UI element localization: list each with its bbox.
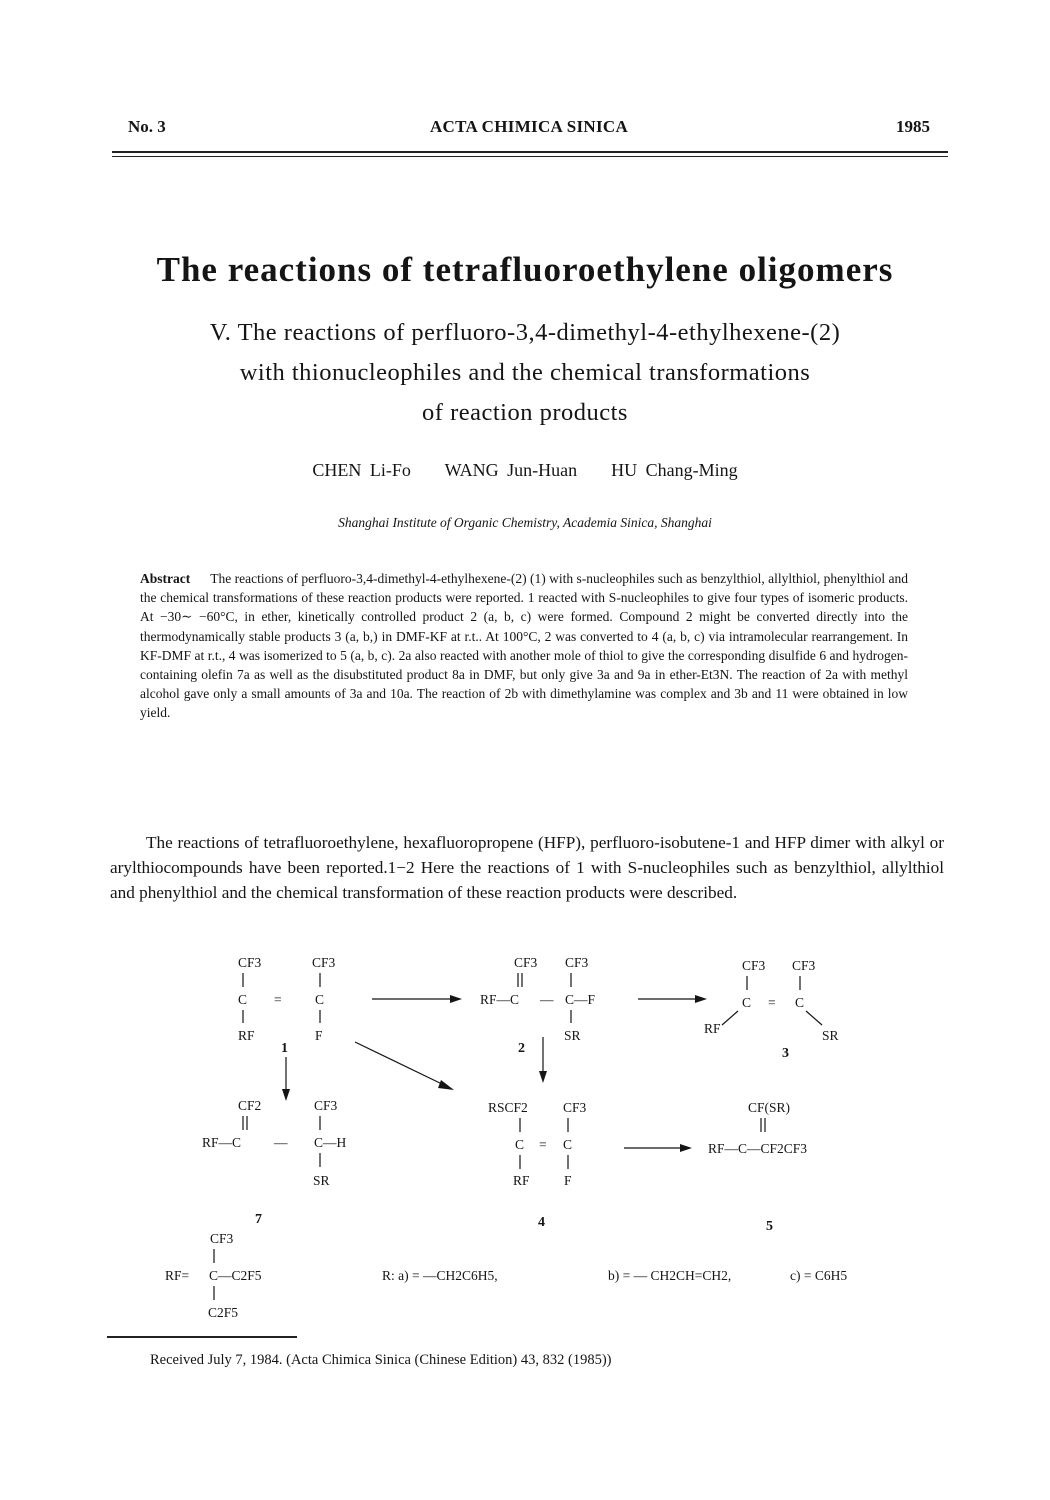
footnote-rule [107,1336,297,1338]
arrow-head [539,1071,547,1083]
rf-group: RF [513,1173,530,1188]
abstract-text: The reactions of perfluoro-3,4-dimethyl-4-ethylhexene-(2) (1) with s-nucleophiles such as benzylthiol, allylthiol, phenylthiol and the chemical transformations of these reaction products were reported. 1 reacted with S-nucleophiles to give four types of isomeric products. At −30∼ −60°C, in ether, kinetically controlled product 2 (a, b, c) were formed. Compound 2 might be converted directly into the thermodynamically stable products 3 (a, b,) in DMF-KF at r.t.. At 100°C, 2 was converted to 4 (a, b, c) via intramolecular rearrangement. In KF-DMF at r.t., 4 was isomerized to 5 (a, b, c). 2a also reacted with another mole of thiol to give the corresponding disulfide 6 and hydrogen-containing olefin 7a as well as the disubstituted product 8a in DMF, but only give 3a and 9a in ether-Et3N. The reaction of 2a with methyl alcohol gave only a small amounts of 3a and 10a. The reaction of 2b with dimethylamine was complex and 3b and 11 were obtained in low yield. [140,571,908,721]
rf-definition [165,1231,262,1320]
arrow-head [680,1144,692,1152]
compound-1 [238,955,336,1056]
authors: CHEN Li-Fo WANG Jun-Huan HU Chang-Ming [312,460,738,480]
cf2-group: CF2 [238,1098,262,1113]
sr-group: SR [822,1028,839,1043]
article-subtitle [100,313,950,433]
c-h-group: C—H [314,1135,347,1150]
compound-3 [704,958,839,1061]
compound-label: 2 [518,1041,525,1056]
compound-label: 7 [255,1212,262,1227]
intro-paragraph: The reactions of tetrafluoroethylene, hexafluoropropene (HFP), perfluoro-isobutene-1 and HFP dimer with alkyl or arylthiocompounds have been reported.1−2 Here the reactions of 1 with S-nucleophiles such as benzylthiol, allylthiol and phenylthiol and the chemical transformation of these reaction products were described. [110,833,944,902]
carbon-atom: C [795,995,805,1010]
cf3-group: CF3 [792,958,816,973]
running-header [128,117,930,141]
cf3-group: CF3 [742,958,766,973]
abstract [140,569,908,723]
r-legend-b: b) = — CH2CH=CH2, [608,1268,732,1283]
compound-label: 4 [538,1215,545,1230]
carbon-atom: C [742,995,752,1010]
arrow-head [438,1080,454,1090]
cf3-group: CF3 [312,955,336,970]
cf3-group: CF3 [565,955,589,970]
compound-2 [480,955,596,1056]
sr-group: SR [564,1028,581,1043]
r-legend-c: c) = C6H5 [790,1268,848,1283]
fluorine-atom: F [564,1173,572,1188]
carbon-atom: C [563,1137,573,1152]
rscf2-group: RSCF2 [488,1100,528,1115]
c-c2f5-group: C—C2F5 [209,1268,262,1283]
rf-group: RF [238,1028,255,1043]
compound-5 [708,1100,807,1234]
rf-c-group: RF—C [202,1135,242,1150]
sr-group: SR [313,1173,330,1188]
abstract-label: Abstract [140,571,191,586]
cf3-group: CF3 [210,1231,234,1246]
single-bond: — [274,1135,288,1150]
c2f5-group: C2F5 [208,1305,239,1320]
rf-equals: RF= [165,1268,190,1283]
rf-c-cf2cf3-group: RF—C—CF2CF3 [708,1141,808,1156]
article-title: The reactions of tetrafluoroethylene oligomers [156,250,894,289]
compound-7 [202,1098,347,1227]
fluorine-atom: F [315,1028,323,1043]
compound-4 [488,1100,587,1230]
header-rule-thin [112,156,948,157]
single-bond: — [540,992,554,1007]
rf-group: RF [704,1021,721,1036]
subtitle-line: V. The reactions of perfluoro-3,4-dimethyl-4-ethylhexene-(2) [209,319,841,346]
double-bond: = [539,1137,547,1152]
publication-year: 1985 [896,117,930,136]
compound-label: 1 [281,1041,288,1056]
carbon-atom: C [315,992,325,1007]
c-f-group: C—F [565,992,596,1007]
affiliation: Shanghai Institute of Organic Chemistry, Academia Sinica, Shanghai [338,515,712,530]
r-legend-a: R: a) = —CH2C6H5, [382,1268,498,1283]
header-rule [112,151,948,153]
issue-number: No. 3 [128,117,166,136]
double-bond: = [768,995,776,1010]
reaction-scheme [150,945,910,1325]
double-bond: = [274,992,282,1007]
arrow-head [450,995,462,1003]
arrow-head [695,995,707,1003]
compound-label: 3 [782,1046,789,1061]
cf3-group: CF3 [563,1100,587,1115]
cf3-group: CF3 [314,1098,338,1113]
compound-label: 5 [766,1219,773,1234]
carbon-atom: C [515,1137,525,1152]
cf3-group: CF3 [238,955,262,970]
cf3-group: CF3 [514,955,538,970]
journal-name: ACTA CHIMICA SINICA [429,117,629,136]
subtitle-line: with thionucleophiles and the chemical transformations [239,359,811,386]
cf-sr-group: CF(SR) [748,1100,791,1115]
rf-c-group: RF—C [480,992,520,1007]
received-footnote: Received July 7, 1984. (Acta Chimica Sinica (Chinese Edition) 43, 832 (1985)) [150,1352,612,1368]
arrow-head [282,1089,290,1101]
subtitle-line: of reaction products [422,399,628,426]
carbon-atom: C [238,992,248,1007]
